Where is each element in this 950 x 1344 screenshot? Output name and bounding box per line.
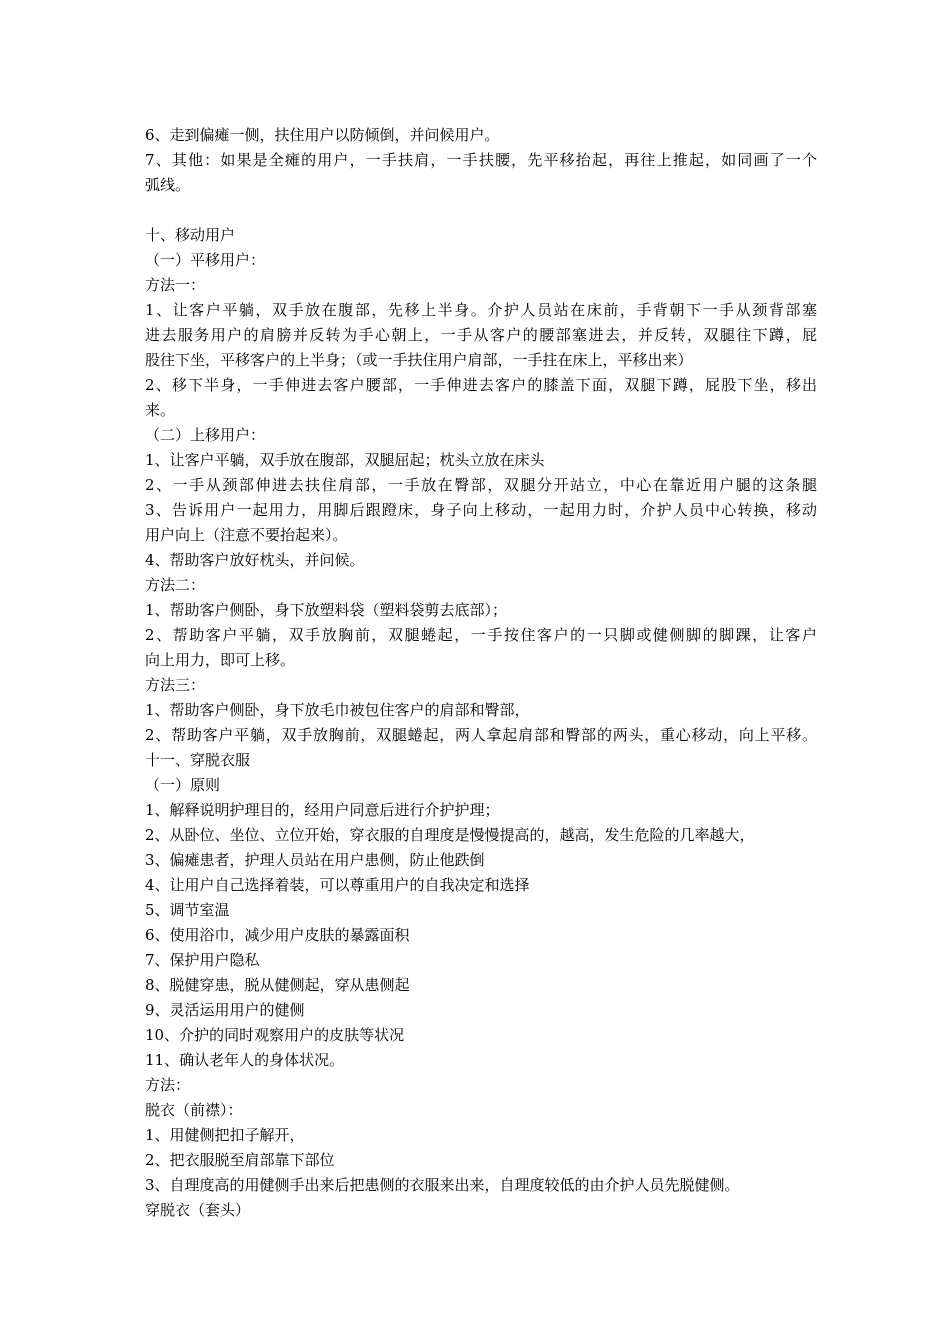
text-line: 7、其他：如果是全瘫的用户，一手扶肩，一手扶腰，先平移抬起，再往上推起，如同画了一个 [145, 151, 817, 169]
text-line: 1、解释说明护理目的，经用户同意后进行介护护理； [145, 801, 500, 819]
text-line: 穿脱衣（套头） [145, 1201, 251, 1219]
text-line: 脱衣（前襟）： [145, 1101, 243, 1119]
text-line: 3、自理度高的用健侧手出来后把患侧的衣服来出来，自理度较低的由介护人员先脱健侧。 [145, 1176, 740, 1194]
text-line: 2、把衣服脱至肩部靠下部位 [145, 1151, 335, 1169]
text-line: 6、使用浴巾，减少用户皮肤的暴露面积 [145, 926, 410, 944]
text-line: 用户向上（注意不要抬起来）。 [145, 526, 348, 544]
text-line: 8、脱健穿患，脱从健侧起，穿从患侧起 [145, 976, 410, 994]
text-line: 方法二： [145, 576, 206, 594]
text-line: 2、一手从颈部伸进去扶住肩部，一手放在臀部，双腿分开站立，中心在靠近用户腿的这条腿 [145, 476, 817, 494]
text-line: 6、走到偏瘫一侧，扶住用户以防倾倒，并问候用户。 [145, 126, 500, 144]
text-line: 1、帮助客户侧卧，身下放毛巾被包住客户的肩部和臀部， [145, 701, 530, 719]
text-line: 弧线。 [145, 176, 191, 194]
text-line: 4、帮助客户放好枕头，并问候。 [145, 551, 365, 569]
text-line: 十一、穿脱衣服 [145, 751, 251, 769]
text-line: 来。 [145, 401, 176, 419]
text-line: （一）原则 [145, 776, 221, 794]
text-line: 2、帮助客户平躺，双手放胸前，双腿蜷起，两人拿起肩部和臀部的两头，重心移动，向上平移。 [145, 726, 817, 744]
text-line: 方法一： [145, 276, 206, 294]
text-line: 9、灵活运用用户的健侧 [145, 1001, 305, 1019]
text-line: 10、介护的同时观察用户的皮肤等状况 [145, 1026, 405, 1044]
text-line: （一）平移用户： [145, 251, 266, 269]
text-line: 1、帮助客户侧卧，身下放塑料袋（塑料袋剪去底部）； [145, 601, 508, 619]
text-line: 方法： [145, 1076, 191, 1094]
text-line: 方法三： [145, 676, 206, 694]
text-line: 十、移动用户 [145, 226, 236, 244]
text-line: 1、让客户平躺，双手放在腹部，双腿屈起；枕头立放在床头 [145, 451, 545, 469]
text-line: 1、用健侧把扣子解开， [145, 1126, 305, 1144]
text-line: 3、偏瘫患者，护理人员站在用户患侧，防止他跌倒 [145, 851, 485, 869]
text-line: 1、让客户平躺，双手放在腹部，先移上半身。介护人员站在床前，手背朝下一手从颈背部塞 [145, 301, 817, 319]
text-line: 2、帮助客户平躺，双手放胸前，双腿蜷起，一手按住客户的一只脚或健侧脚的脚踝，让客户 [145, 626, 817, 644]
text-line: 进去服务用户的肩膀并反转为手心朝上，一手从客户的腰部塞进去，并反转，双腿往下蹲，屁 [145, 326, 817, 344]
text-line: 向上用力，即可上移。 [145, 651, 296, 669]
text-line: 2、从卧位、坐位、立位开始，穿衣服的自理度是慢慢提高的，越高，发生危险的几率越大， [145, 826, 755, 844]
text-line: 11、确认老年人的身体状况。 [145, 1051, 345, 1069]
text-line: 股往下坐，平移客户的上半身；（或一手扶住用户肩部，一手拄在床上，平移出来） [145, 351, 693, 369]
text-line: 2、移下半身，一手伸进去客户腰部，一手伸进去客户的膝盖下面，双腿下蹲，屁股下坐，移出 [145, 376, 817, 394]
text-line: （二）上移用户： [145, 426, 266, 444]
document-page [145, 123, 817, 1223]
text-line: 4、让用户自己选择着装，可以尊重用户的自我决定和选择 [145, 876, 530, 894]
blank-line [145, 198, 817, 223]
text-line: 5、调节室温 [145, 901, 230, 919]
text-line: 7、保护用户隐私 [145, 951, 260, 969]
text-line: 3、告诉用户一起用力，用脚后跟蹬床，身子向上移动，一起用力时，介护人员中心转换，移动 [145, 501, 817, 519]
